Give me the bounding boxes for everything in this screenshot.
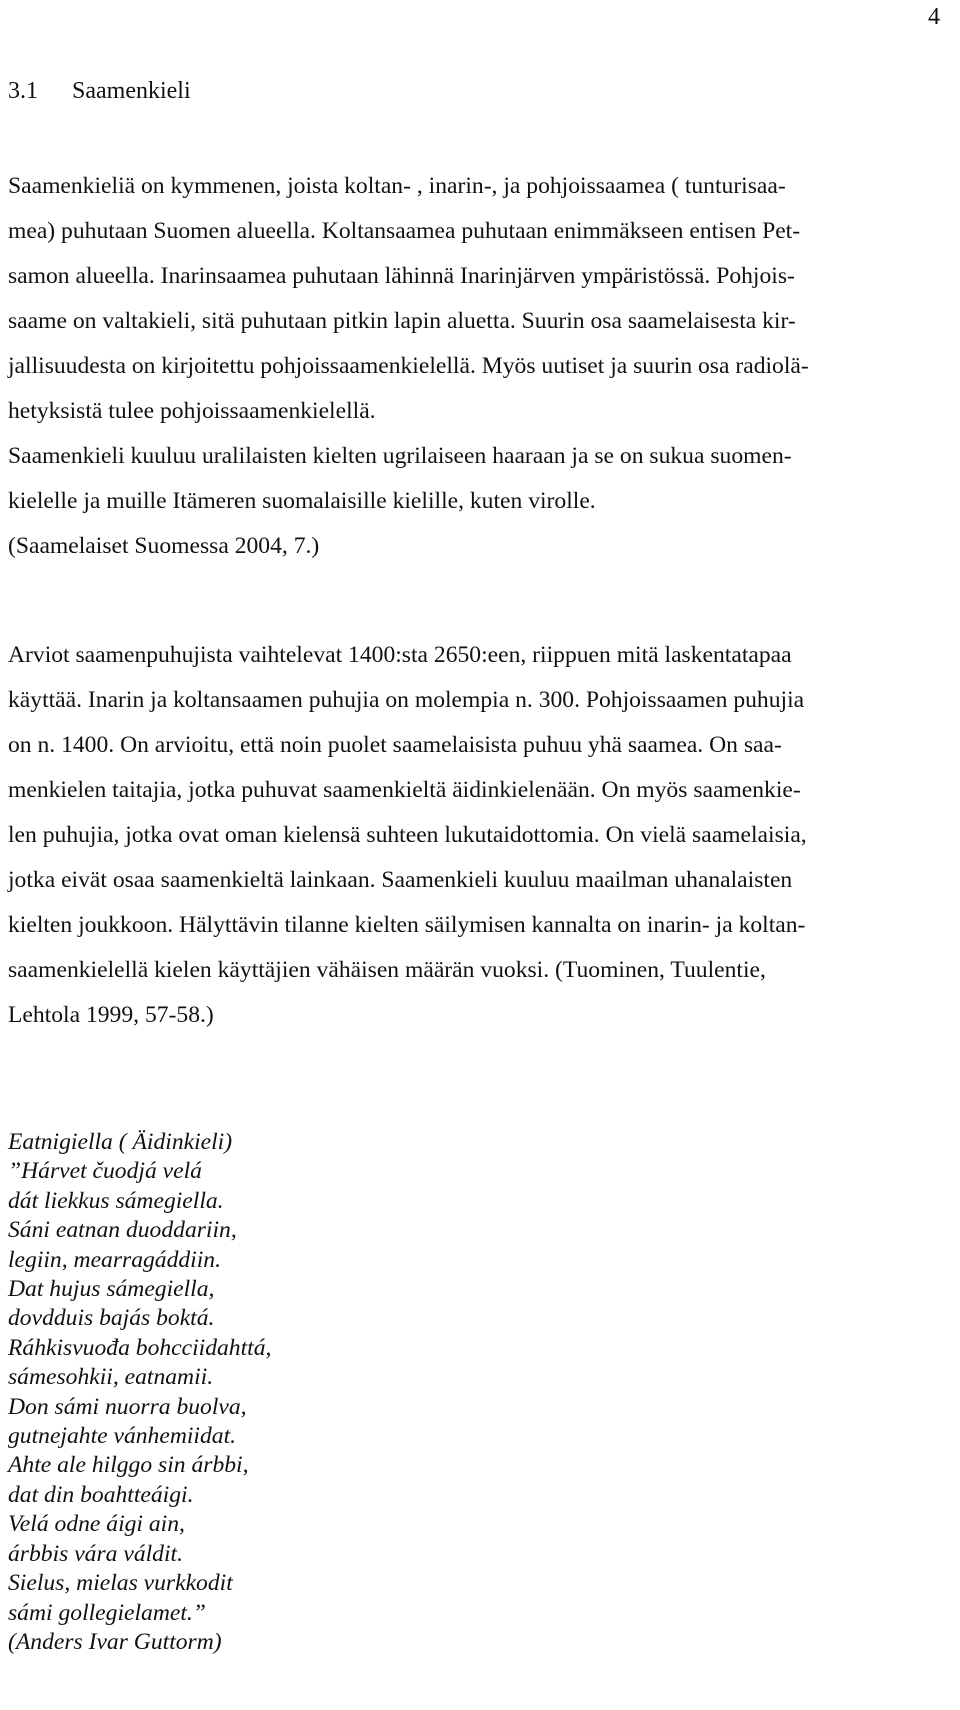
poem-line: Ráhkisvuođa bohcciidahttá, [8,1334,272,1361]
text-line: (Saamelaiset Suomessa 2004, 7.) [8,533,320,559]
text-line: kielten joukkoon. Hälyttävin tilanne kielten säilymisen kannalta on inarin- ja koltan- [8,912,806,938]
paragraph-saamenkielet [8,164,948,569]
text-line: käyttää. Inarin ja koltansaamen puhujia on molempia n. 300. Pohjoissaamen puhujia [8,687,805,713]
poem-line: gutnejahte vánhemiidat. [8,1423,237,1450]
poem-line: Dat hujus sámegiella, [8,1276,215,1303]
poem-line: dovdduis bajás boktá. [8,1305,215,1332]
section-heading [8,78,191,105]
poem-line: legiin, mearragáddiin. [8,1246,221,1273]
text-line: mea) puhutaan Suomen alueella. Koltansaamea puhutaan enimmäkseen entisen Pet- [8,218,801,244]
poem-line: dat din boahtteáigi. [8,1481,194,1508]
text-line: Saamenkieliä on kymmenen, joista koltan- , inarin-, ja pohjoissaamea ( tunturisaa- [8,173,786,199]
poem-eatnigiella [8,1128,271,1657]
poem-line: dát liekkus sámegiella. [8,1187,224,1214]
text-line: kielelle ja muille Itämeren suomalaisille kielille, kuten virolle. [8,488,596,514]
poem-line: Sielus, mielas vurkkodit [8,1570,233,1597]
section-number: 3.1 [8,78,38,104]
text-line: jotka eivät osaa saamenkieltä lainkaan. Saamenkieli kuuluu maailman uhanalaisten [8,867,793,893]
text-line: Lehtola 1999, 57-58.) [8,1002,214,1028]
text-line: jallisuudesta on kirjoitettu pohjoissaamenkielellä. Myös uutiset ja suurin osa radiolä- [8,353,809,379]
poem-line: Ahte ale hilggo sin árbbi, [8,1452,249,1479]
poem-author: (Anders Ivar Guttorm) [8,1628,222,1655]
text-line: saamenkielellä kielen käyttäjien vähäisen määrän vuoksi. (Tuominen, Tuulentie, [8,957,766,983]
section-title: Saamenkieli [72,78,191,104]
poem-line: sámesohkii, eatnamii. [8,1364,214,1391]
poem-line: Sáni eatnan duoddariin, [8,1217,237,1244]
text-line: on n. 1400. On arvioitu, että noin puolet saamelaisista puhuu yhä saamea. On saa- [8,732,782,758]
poem-line: Velá odne áigi ain, [8,1511,185,1538]
paragraph-puhujamaarat [8,633,948,1038]
text-line: saame on valtakieli, sitä puhutaan pitkin lapin aluetta. Suurin osa saamelaisesta kir- [8,308,796,334]
text-line: len puhujia, jotka ovat oman kielensä suhteen lukutaidottomia. On vielä saamelaisia, [8,822,807,848]
poem-line: sámi gollegielamet.” [8,1599,206,1626]
text-line: Saamenkieli kuuluu uralilaisten kielten ugrilaiseen haaraan ja se on sukua suomen- [8,443,792,469]
text-line: menkielen taitajia, jotka puhuvat saamenkieltä äidinkielenään. On myös saamenkie- [8,777,801,803]
text-line: Arviot saamenpuhujista vaihtelevat 1400:sta 2650:een, riippuen mitä laskentatapaa [8,642,792,668]
text-line: samon alueella. Inarinsaamea puhutaan lähinnä Inarinjärven ympäristössä. Pohjois- [8,263,795,289]
poem-line: árbbis vára váldit. [8,1540,183,1567]
page-number: 4 [928,4,940,30]
poem-title: Eatnigiella ( Äidinkieli) [8,1129,233,1155]
poem-line: ”Hárvet čuodjá velá [8,1158,202,1185]
poem-line: Don sámi nuorra buolva, [8,1393,247,1420]
text-line: hetyksistä tulee pohjoissaamenkielellä. [8,398,376,424]
